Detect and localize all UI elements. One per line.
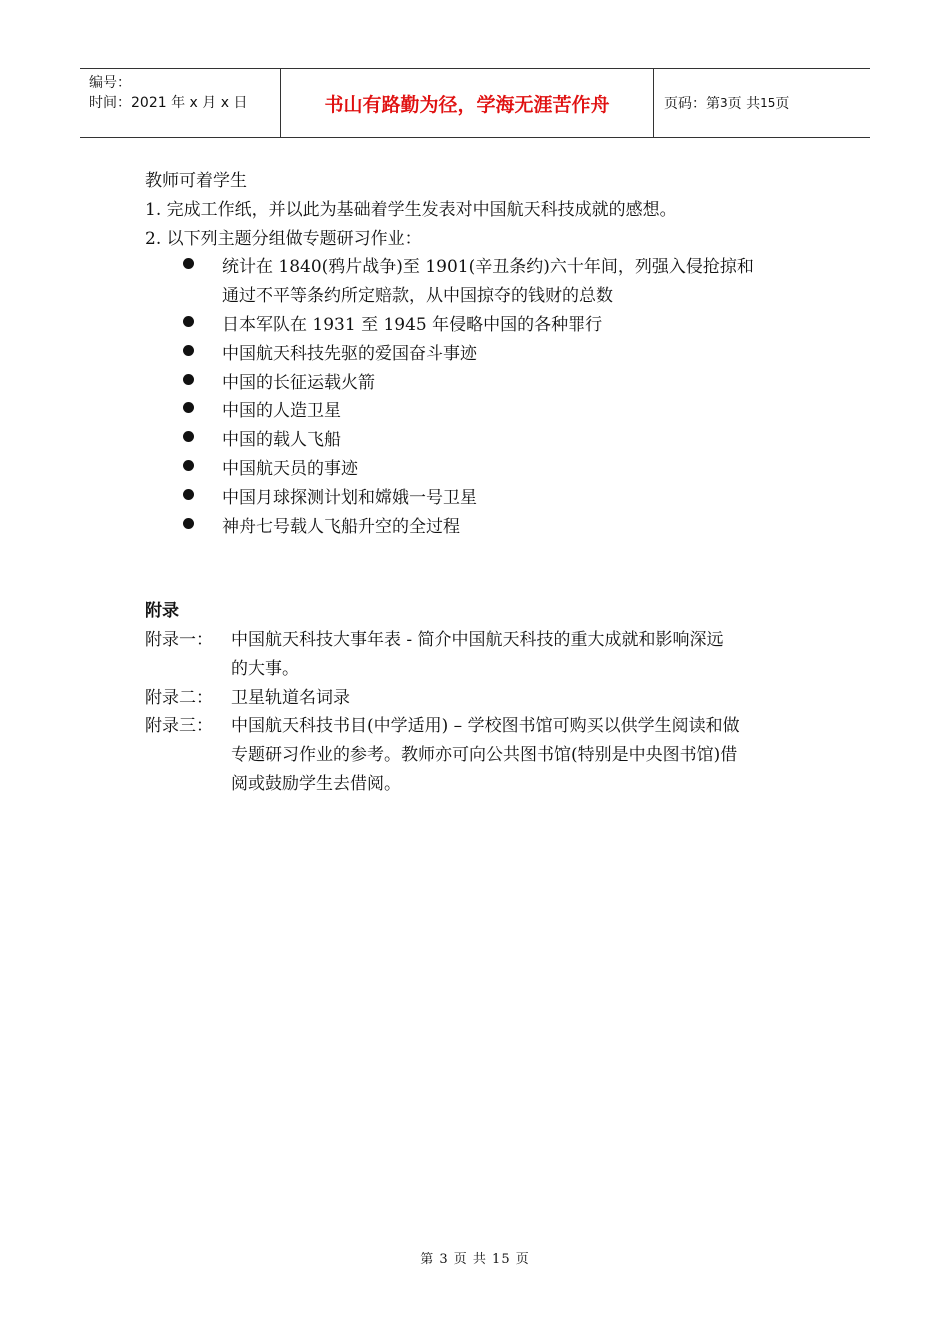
appendix-3-text-cont: 阅或鼓励学生去借阅。 <box>231 774 401 794</box>
appendix-3-text: 中国航天科技书目(中学适用) – 学校图书馆可购买以供学生阅读和做 <box>231 716 740 736</box>
page-mid: 页 共 <box>727 96 761 112</box>
bullet-icon <box>183 258 194 269</box>
list-item: 中国航天科技先驱的爱国奋斗事迹 <box>222 344 477 364</box>
bullet-icon <box>183 518 194 529</box>
bullet-icon <box>183 402 194 413</box>
bullet-icon <box>183 489 194 500</box>
page-footer: 第 3 页 共 15 页 <box>420 1252 530 1267</box>
bullet-icon <box>183 316 194 327</box>
appendix-1-label: 附录一： <box>145 630 213 650</box>
instruction-item-1: 1. 完成工作纸，并以此为基础着学生发表对中国航天科技成就的感想。 <box>145 200 677 220</box>
appendix-1-text-cont: 的大事。 <box>231 659 299 679</box>
page-suffix: 页 <box>775 96 790 112</box>
bullet-icon <box>183 431 194 442</box>
list-item: 中国的人造卫星 <box>222 401 341 421</box>
page-total: 15 <box>760 96 776 110</box>
header-motto: 书山有路勤为径，学海无涯苦作舟 <box>281 69 654 137</box>
list-item-continuation: 通过不平等条约所定赔款，从中国掠夺的钱财的总数 <box>222 286 613 306</box>
page-header <box>80 68 870 138</box>
list-item: 日本军队在 1931 至 1945 年侵略中国的各种罪行 <box>222 315 603 335</box>
appendix-2-label: 附录二： <box>145 688 213 708</box>
page-number: 3 <box>720 96 728 110</box>
list-item: 中国的长征运载火箭 <box>222 373 375 393</box>
header-meta <box>80 69 281 137</box>
bullet-icon <box>183 345 194 356</box>
document-number-label: 编号： <box>89 75 131 91</box>
appendix-1-text: 中国航天科技大事年表 - 简介中国航天科技的重大成就和影响深远 <box>231 630 724 650</box>
list-item: 中国月球探测计划和嫦娥一号卫星 <box>222 488 477 508</box>
list-item: 中国航天员的事迹 <box>222 459 358 479</box>
page-prefix: 页码：第 <box>664 96 720 112</box>
appendix-heading: 附录 <box>145 601 179 621</box>
header-page-info <box>654 69 870 137</box>
list-item: 统计在 1840(鸦片战争)至 1901(辛丑条约)六十年间，列强入侵抢掠和 <box>222 257 754 277</box>
bullet-icon <box>183 374 194 385</box>
list-item: 神舟七号载人飞船升空的全过程 <box>222 517 460 537</box>
document-time-label: 时间：2021 年 x 月 x 日 <box>89 95 248 111</box>
intro-text: 教师可着学生 <box>145 171 247 191</box>
bullet-icon <box>183 460 194 471</box>
appendix-2-text: 卫星轨道名词录 <box>231 688 350 708</box>
instruction-item-2: 2. 以下列主题分组做专题研习作业： <box>145 229 422 249</box>
appendix-3-label: 附录三： <box>145 716 213 736</box>
list-item: 中国的载人飞船 <box>222 430 341 450</box>
appendix-3-text-cont: 专题研习作业的参考。教师亦可向公共图书馆(特别是中央图书馆)借 <box>231 745 738 765</box>
